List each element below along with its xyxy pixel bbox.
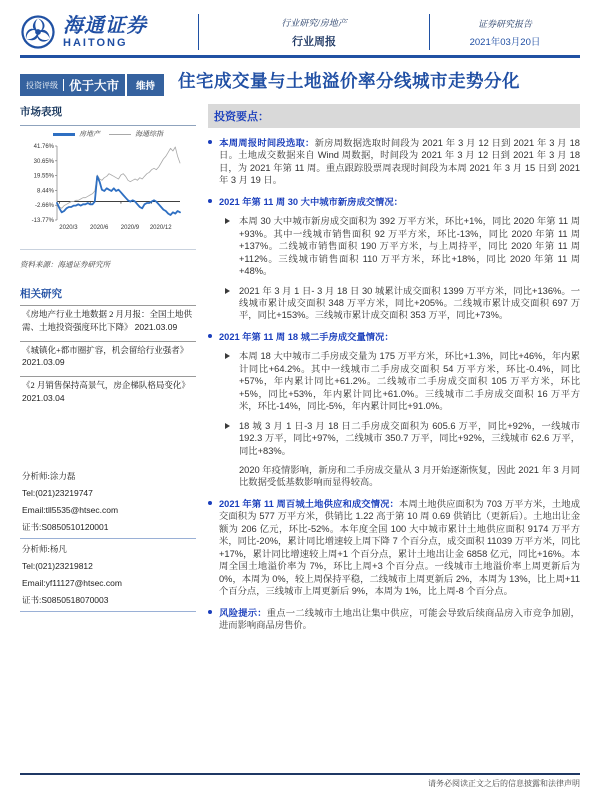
rating-separator	[63, 79, 64, 91]
analyst-cert: 证书:S0850510120001	[22, 521, 109, 532]
section-text: 本周土地供应面积为 703 万平方米，土地成交面积为 577 万平方米，供销比 1.22 高于第 10 周 0.69 供销比（更新后）。土地出让金额为 206 亿元，环比-52%。本年度全国 100 大中城市累计土地供应面积 9174 万平方米，同比-20%，累计同比增速较上周下降 7 个百分点，成交面积 11039 万平方米，同比+17%，累计同比增速较上周+1 个百分点，累计土地出让金 6858 亿元，同比+16%。本周全国土地溢价率为 7%，环比上周+3 个百分点。一线城市土地溢价率上周更新后为 0%，本周为 0%，较上周保持平稳，二线城市上周更新后 2%，本周为 13%，比上周+11 个百分点，三线城市上周更新后 9%，本周为 1%，比上周-8 个百分点。	[219, 498, 580, 597]
chart-bottom-divider	[20, 249, 196, 250]
analyst-block	[20, 466, 196, 539]
bullet-icon	[208, 199, 212, 203]
haitong-logo-icon	[20, 14, 56, 50]
svg-text:41.76%: 41.76%	[33, 144, 54, 150]
brand-name-cn: 海通证券	[63, 14, 147, 37]
sidebar	[20, 104, 196, 631]
section-week-range	[208, 137, 580, 187]
svg-text:2020/12: 2020/12	[149, 225, 172, 231]
page-title: 住宅成交量与土地溢价率分线城市走势分化	[178, 71, 521, 91]
arrow-bullet-icon	[225, 288, 230, 294]
bullet-icon	[208, 334, 212, 338]
sub-bullet	[225, 285, 580, 322]
arrow-bullet-icon	[225, 218, 230, 224]
header-industry-col	[198, 14, 429, 50]
legend-swatch-realestate	[53, 133, 75, 136]
sub-bullet	[225, 350, 580, 412]
sidebar-divider	[20, 125, 196, 126]
analyst-tel: Tel:(021)23219747	[22, 487, 93, 498]
arrow-bullet-icon	[225, 353, 230, 359]
section-risk-warning	[208, 607, 580, 632]
brand-name-en: HAITONG	[63, 36, 128, 49]
related-research-item	[20, 341, 196, 373]
industry-label: 行业研究/房地产	[281, 17, 347, 28]
market-performance-chart	[20, 140, 186, 242]
analyst-block	[20, 539, 196, 612]
related-item-title: 《2 月销售保持高景气，房企梯队格局变化》	[22, 380, 190, 390]
analyst-name: 分析师:涂力磊	[22, 470, 76, 481]
sub-bullet-text: 18 城 3 月 1 日-3 月 18 日二手房成交面积为 605.6 万平，同比+92%，一线城市 192.3 万平，同比+97%，二线城市 350.7 万平，同比+92%，三线城市 62.6 万平，同比+83%。	[239, 420, 580, 456]
section-label: 2021 年第 11 周 18 城二手房成交量情况：	[219, 331, 394, 342]
report-date: 2021年03月20日	[469, 36, 541, 48]
legend-label-realestate: 房地产	[79, 130, 100, 138]
investment-rating-badge	[20, 74, 164, 96]
chart-source: 资料来源：海通证券研究所	[20, 260, 110, 269]
sub-bullet	[225, 420, 580, 457]
arrow-bullet-icon	[225, 423, 230, 429]
svg-text:-13.77%: -13.77%	[31, 218, 54, 224]
related-item-title: 《城镇化+都市圈扩容，机会留给行业强者》	[22, 344, 189, 355]
brand	[20, 14, 198, 50]
chart-legend	[20, 129, 196, 139]
sub-bullet-text: 本周 30 大中城市新房成交面积为 392 万平方米，环比+1%，同比 2020 年第 11 周+93%。其中一线城市销售面积 92 万平方米，环比-13%，同比 2020 年第 11 周+137%。二线城市销售面积 190 万平方米，与上周持平，同比 2020 年第 11 周+112%。三线城市销售面积 110 万平方米，环比+18%，同比 2020 年第 11 周+48%。	[239, 216, 580, 277]
analyst-email: Email:yf11127@htsec.com	[22, 577, 122, 588]
svg-text:2020/3: 2020/3	[59, 225, 78, 231]
section-label: 风险提示：	[219, 607, 267, 618]
svg-text:30.65%: 30.65%	[33, 158, 54, 165]
header-divider	[20, 55, 580, 58]
svg-text:2020/6: 2020/6	[90, 225, 109, 231]
bullet-icon	[208, 501, 212, 505]
rating-value: 优于大市	[69, 79, 120, 93]
sub-bullet-text: 2021 年 3 月 1 日- 3 月 18 日 30 城累计成交面积 1399 万平方米，同比+136%。一线城市累计成交面积 348 万平方米，同比+205%。二线城市累计成交面积 697 万平，同比+153%。三线城市累计成交面积 353 万平，同比+73%。	[239, 285, 580, 321]
section-note: 2020 年疫情影响，新房和二手房成交量从 3 月开始逐渐恢复，因此 2021 年 3 月同比数据受低基数影响而显得较高。	[239, 464, 580, 488]
section-label: 本周周报时间段选取：	[219, 138, 315, 148]
sub-bullet-text: 本周 18 大中城市二手房成交量为 175 万平方米，环比+1.3%，同比+46%，年内累计同比+64.2%。其中一线城市二手房成交面积 54 万平方米，环比-0.4%，同比+57%，年内累计同比+61.2%。二线城市二手房成交面积 105 万平方米，环比+5%，同比+53%，年内累计同比+61.0%。三线城市二手房成交面积 16 万平方米，环比-14%，同比-5%，年内累计同比+91.0%。	[239, 351, 580, 412]
header-report-col	[429, 14, 580, 50]
report-category-label: 证券研究报告	[477, 18, 532, 29]
analyst-cert: 证书:S0850518070003	[22, 594, 109, 605]
market-performance-title: 市场表现	[20, 106, 62, 118]
section-newhome-sales	[208, 196, 580, 322]
svg-text:8.44%: 8.44%	[36, 188, 54, 195]
bullet-icon	[208, 610, 212, 614]
report-header	[20, 14, 580, 50]
highlights-header: 投资要点：	[208, 104, 580, 128]
legend-label-index: 海通综指	[135, 130, 163, 138]
legend-swatch-index	[109, 134, 131, 135]
related-research-item	[20, 376, 196, 408]
related-item-title: 《房地产行业土地数据 2 月月报：全国土地供需、土地投资强度环比下降》	[22, 309, 193, 332]
rating-label: 投资评级	[26, 80, 58, 90]
related-item-date: 2021.03.04	[22, 392, 65, 403]
disclaimer-footer: 请务必阅读正文之后的信息披露和法律声明	[20, 773, 580, 789]
analyst-email: Email:tll5535@htsec.com	[22, 504, 119, 515]
report-type-label: 行业周报	[292, 35, 336, 48]
analyst-tel: Tel:(021)23219812	[22, 560, 93, 571]
section-text: 新房周数据选取时间段为 2021 年 3 月 12 日到 2021 年 3 月 18 日。土地成交数据来自 Wind 周数据，时间段为 2021 年 3 月 12 日到 2021 年 3 月 18 日，为 2021 年第 11 周。重点跟踪股票周表现时间段为本周 2021 年 3 月 15 日到 2021 年 3 月 19 日。	[219, 138, 580, 186]
section-land-supply	[208, 498, 580, 598]
svg-text:19.55%: 19.55%	[33, 173, 54, 180]
sub-bullet	[225, 215, 580, 277]
svg-text:-2.66%: -2.66%	[34, 203, 54, 210]
section-label: 2021 年第 11 周 30 大中城市新房成交情况：	[219, 196, 403, 207]
related-item-date: 2021.03.09	[134, 321, 178, 332]
analyst-info	[20, 466, 196, 612]
related-research-item	[20, 305, 196, 337]
main-content	[208, 104, 580, 631]
rating-status: 维持	[127, 74, 164, 96]
section-label: 2021 年第 11 周百城土地供应和成交情况：	[219, 498, 399, 509]
analyst-name: 分析师:杨凡	[22, 543, 67, 554]
section-text: 重点一二线城市土地出让集中供应，可能会导致后续商品房入市竞争加剧，进而影响商品房售价。	[219, 607, 580, 630]
section-secondhand-sales	[208, 331, 580, 489]
bullet-icon	[208, 140, 212, 144]
related-research-title: 相关研究	[20, 288, 62, 300]
related-item-date: 2021.03.09	[22, 357, 65, 368]
svg-text:2020/9: 2020/9	[120, 225, 140, 231]
